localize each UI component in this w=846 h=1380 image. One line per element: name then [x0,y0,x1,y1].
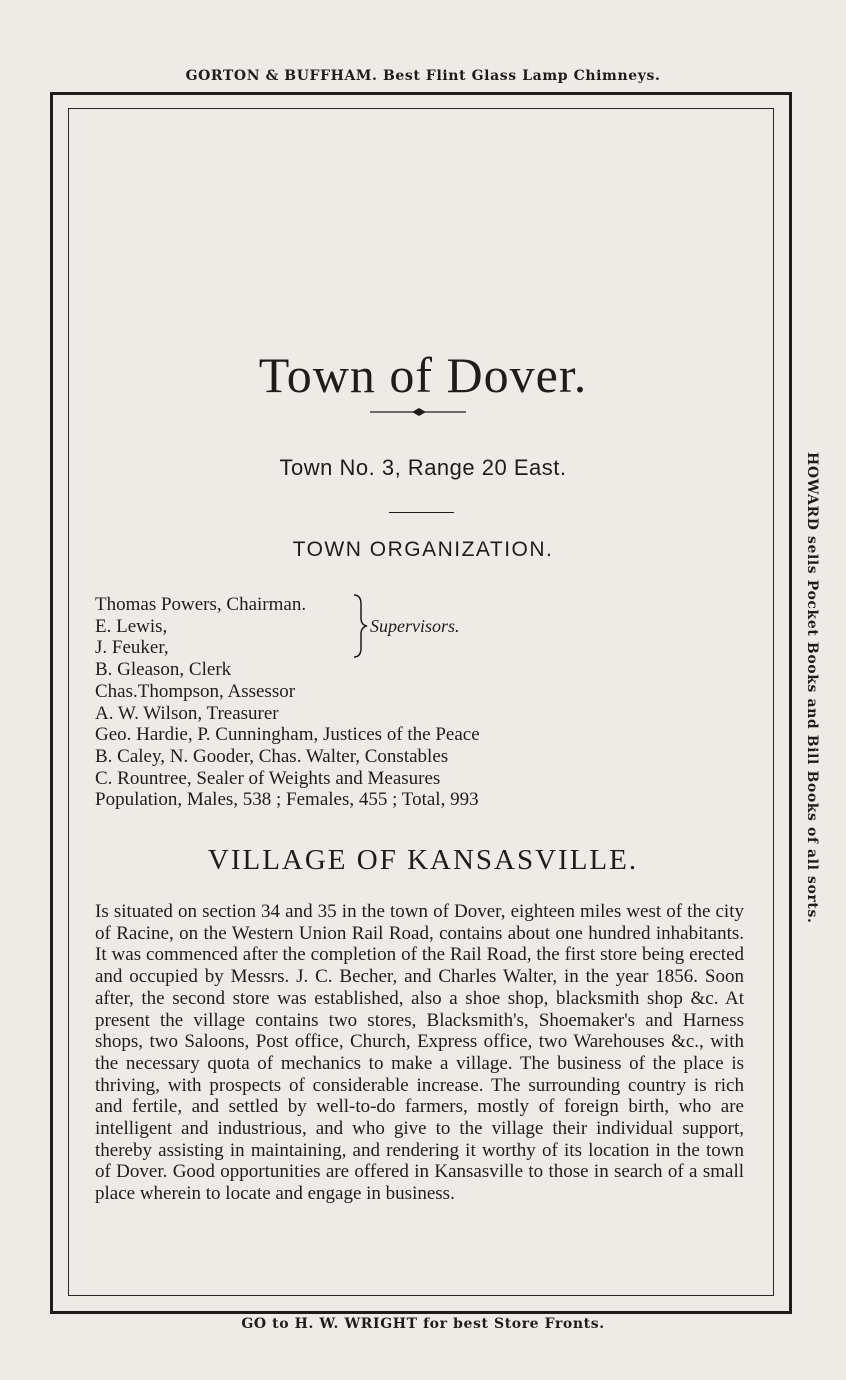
title-ornament-divider [370,405,466,419]
supervisors-label: Supervisors. [370,616,460,636]
side-advertisement: HOWARD sells Pocket Books and Bill Books of all sorts. [804,452,820,924]
officer-line: C. Rountree, Sealer of Weights and Measures [95,767,441,789]
organization-heading: TOWN ORGANIZATION. [292,538,554,561]
population-line: Population, Males, 538 ; Females, 455 ; Total, 993 [95,789,479,811]
short-divider [389,512,454,513]
officer-line: A. W. Wilson, Treasurer [95,702,279,724]
bottom-advertisement: GO to H. W. WRIGHT for best Store Fronts. [241,1316,605,1332]
officer-line: B. Gleason, Clerk [95,659,232,681]
town-subtitle: Town No. 3, Range 20 East. [279,455,567,480]
officer-line: Thomas Powers, Chairman. [95,594,307,615]
supervisors-brace [352,592,368,660]
village-description: Is situated on section 34 and 35 in the town of Dover, eighteen miles west of the city of Racine, on the Western Union Rail Road, contains about one hundred inhabitants. It was commenced after the completion of the Rail Road, the first store being erected and occupied by Messrs. J. C. Becher, and Charles Walter, in the year 1856. Soon after, the second store was established, also a shoe shop, blacksmith shop &c. At present the village contains two stores, Blacksmith's, Shoemaker's and Harness shops, two Saloons, Post office, Church, Express office, two Warehouses &c., with the necessary quota of mechanics to make a village. The business of the place is thriving, with prospects of considerable increase. The surrounding country is rich and fertile, and settled by well-to-do farmers, mostly of foreign birth, who are intelligent and industrious, and who give to the village their individual support, thereby assisting in maintaining, and rendering it worthy of its location in the town of Dover. Good opportunities are offered in Kansasville to those in search of a small place wherein to locate and engage in business. [95,901,744,1205]
page-title: Town of Dover. [258,346,588,403]
top-advertisement: GORTON & BUFFHAM. Best Flint Glass Lamp Chimneys. [185,68,661,84]
officer-line: Chas.Thompson, Assessor [95,680,296,702]
officer-line: J. Feuker, [95,637,169,659]
officer-line: Geo. Hardie, P. Cunningham, Justices of the Peace [95,724,480,746]
village-heading: VILLAGE OF KANSASVILLE. [207,844,639,876]
officer-line: B. Caley, N. Gooder, Chas. Walter, Constables [95,745,449,767]
officer-line: E. Lewis, [95,615,168,637]
